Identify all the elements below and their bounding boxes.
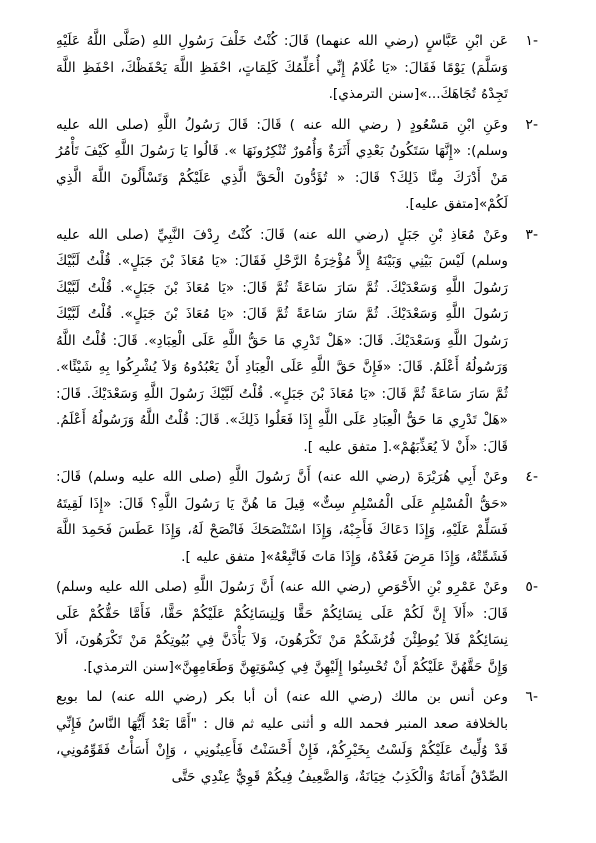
hadith-text: وعن أنس بن مالك (رضي الله عنه) أن أبا بكر (رضي الله عنه) لما بويع بالخلافة صعد المنبر فحمد الله و أثنى عليه ثم قال : "أَمَّا بَعْدُ أَيُّهَا النَّاسُ فَإِنِّي قَدْ وُلِّيتُ عَلَيْكُمْ وَلَسْتُ بِخَيْرِكُمْ، فَإِنْ أَحْسَنْتُ فَأَعِينُونِي ، وَإِنْ أَسَأْتُ فَقَوِّمُونِي، الصِّدْقُ أَمَانَةٌ وَالْكَذِبُ خِيَانَةٌ، وَالضَّعِيفُ فِيكُمْ قَوِيٌّ عِنْدِي حَتَّى xyxy=(56,689,508,785)
hadith-number: -٦ xyxy=(525,689,538,705)
hadith-item xyxy=(56,112,538,218)
hadith-number: -١ xyxy=(525,33,538,49)
hadith-list xyxy=(56,28,538,794)
hadith-item xyxy=(56,222,538,461)
hadith-text: عَن ابْنِ عَبَّاسٍ (رضي الله عنهما) قَالَ: كُنْتُ خَلْفَ رَسُولِ اللهِ (صَلَّى اللَّهُ عَلَيْهِ وَسَلَّمَ) يَوْمًا فَقَالَ: «يَا غُلَامُ إِنِّي أُعَلِّمُكَ كَلِمَاتٍ، احْفَظِ اللَّهَ يَحْفَظْكَ، احْفَظِ اللَّهَ تَجِدْهُ تُجَاهَكَ...»[سنن الترمذي]. xyxy=(56,33,508,102)
hadith-number: -٢ xyxy=(525,116,538,133)
hadith-number: -٣ xyxy=(525,226,538,243)
hadith-text: وعَنْ عَمْرِو بْنِ الأَحْوَصِ (رضي الله عنه) أَنَّ رَسُولَ اللَّهِ (صلى الله عليه وسلم) قَالَ: «أَلاَ إِنَّ لَكُمْ عَلَى نِسَائِكُمْ حَقًّا وَلِنِسَائِكُمْ عَلَيْكُمْ حَقًّا، فَأَمَّا حَقُّكُمْ عَلَى نِسَائِكُمْ فَلاَ يُوطِئْنَ فُرُشَكُمْ مَنْ تَكْرَهُونَ، وَلاَ يَأْذَنَّ فِي بُيُوتِكُمْ مَنْ تَكْرَهُونَ، أَلاَ وَإِنَّ حَقَّهُنَّ عَلَيْكُمْ أَنْ تُحْسِنُوا إِلَيْهِنَّ فِي كِسْوَتِهِنَّ وَطَعَامِهِنَّ»[سنن الترمذي]. xyxy=(56,579,508,675)
hadith-item xyxy=(56,684,538,790)
hadith-number: -٥ xyxy=(525,579,538,595)
hadith-text: وعَنْ أَبِي هُرَيْرَةَ (رضي الله عنه) أَنَّ رَسُولَ اللَّهِ (صلى الله عليه وسلم) قَالَ: «حَقُّ الْمُسْلِمِ عَلَى الْمُسْلِمِ سِتٌّ» قِيلَ مَا هُنَّ يَا رَسُولَ اللَّهِ؟ قَالَ: «إِذَا لَقِيتَهُ فَسَلِّمْ عَلَيْهِ، وَإِذَا دَعَاكَ فَأَجِبْهُ، وَإِذَا اسْتَنْصَحَكَ فَانْصَحْ لَهُ، وَإِذَا عَطَسَ فَحَمِدَ اللَّهَ فَشَمِّتْهُ، وَإِذَا مَرِضَ فَعُدْهُ، وَإِذَا مَاتَ فَاتَّبِعْهُ»[ متفق عليه ]. xyxy=(56,469,508,565)
hadith-text: وعَنْ مُعَاذِ بْنِ جَبَلٍ (رضي الله عنه) قَالَ: كُنْتُ رِدْفَ النَّبِيِّ (صلى الله عليه وسلم) لَيْسَ بَيْنِي وَبَيْنَهُ إِلاَّ مُؤْخِرَةُ الرَّحْلِ فَقَالَ: «يَا مُعَاذَ بْنَ جَبَلٍ». قُلْتُ لَبَّيْكَ رَسُولَ اللَّهِ وَسَعْدَيْكَ. ثُمَّ سَارَ سَاعَةً ثُمَّ قَالَ: «يَا مُعَاذَ بْنَ جَبَلٍ». قُلْتُ لَبَّيْكَ رَسُولَ اللَّهِ وَسَعْدَيْكَ. ثُمَّ سَارَ سَاعَةً ثُمَّ قَالَ: «يَا مُعَاذَ بْنَ جَبَلٍ». قُلْتُ لَبَّيْكَ رَسُولَ اللَّهِ وَسَعْدَيْكَ. قَالَ: «هَلْ تَدْرِي مَا حَقُّ اللَّهِ عَلَى الْعِبَادِ». قَالَ: قُلْتُ اللَّهُ وَرَسُولُهُ أَعْلَمُ. قَالَ: «فَإِنَّ حَقَّ اللَّهِ عَلَى الْعِبَادِ أَنْ يَعْبُدُوهُ وَلاَ يُشْرِكُوا بِهِ شَيْئًا». ثُمَّ سَارَ سَاعَةً ثُمَّ قَالَ: «يَا مُعَاذَ بْنَ جَبَلٍ». قُلْتُ لَبَّيْكَ رَسُولَ اللَّهِ وَسَعْدَيْكَ. قَالَ: «هَلْ تَدْرِي مَا حَقُّ الْعِبَادِ عَلَى اللَّهِ إِذَا فَعَلُوا ذَلِكَ». قَالَ: قُلْتُ اللَّهُ وَرَسُولُهُ أَعْلَمُ. قَالَ: «أَنْ لاَ يُعَذِّبَهُمْ».[ متفق عليه ]. xyxy=(56,226,508,455)
hadith-text: وعَنِ ابْنِ مَسْعُودٍ ( رضي الله عنه ) قَالَ: قَالَ رَسُولُ اللَّهِ (صلى الله عليه وسلم): «إِنَّهَا سَتَكُونُ بَعْدِي أَثَرَةٌ وَأُمُورٌ تُنْكِرُونَهَا ». قَالُوا يَا رَسُولَ اللَّهِ كَيْفَ تَأْمُرُ مَنْ أَدْرَكَ مِنَّا ذَلِكَ؟ قَالَ: « تُؤَدُّونَ الْحَقَّ الَّذِي عَلَيْكُمْ وَتَسْأَلُونَ اللَّهَ الَّذِي لَكُمْ»[متفق عليه]. xyxy=(56,116,508,212)
hadith-item xyxy=(56,28,538,108)
hadith-number: -٤ xyxy=(525,469,538,485)
hadith-item xyxy=(56,574,538,680)
hadith-item xyxy=(56,464,538,570)
